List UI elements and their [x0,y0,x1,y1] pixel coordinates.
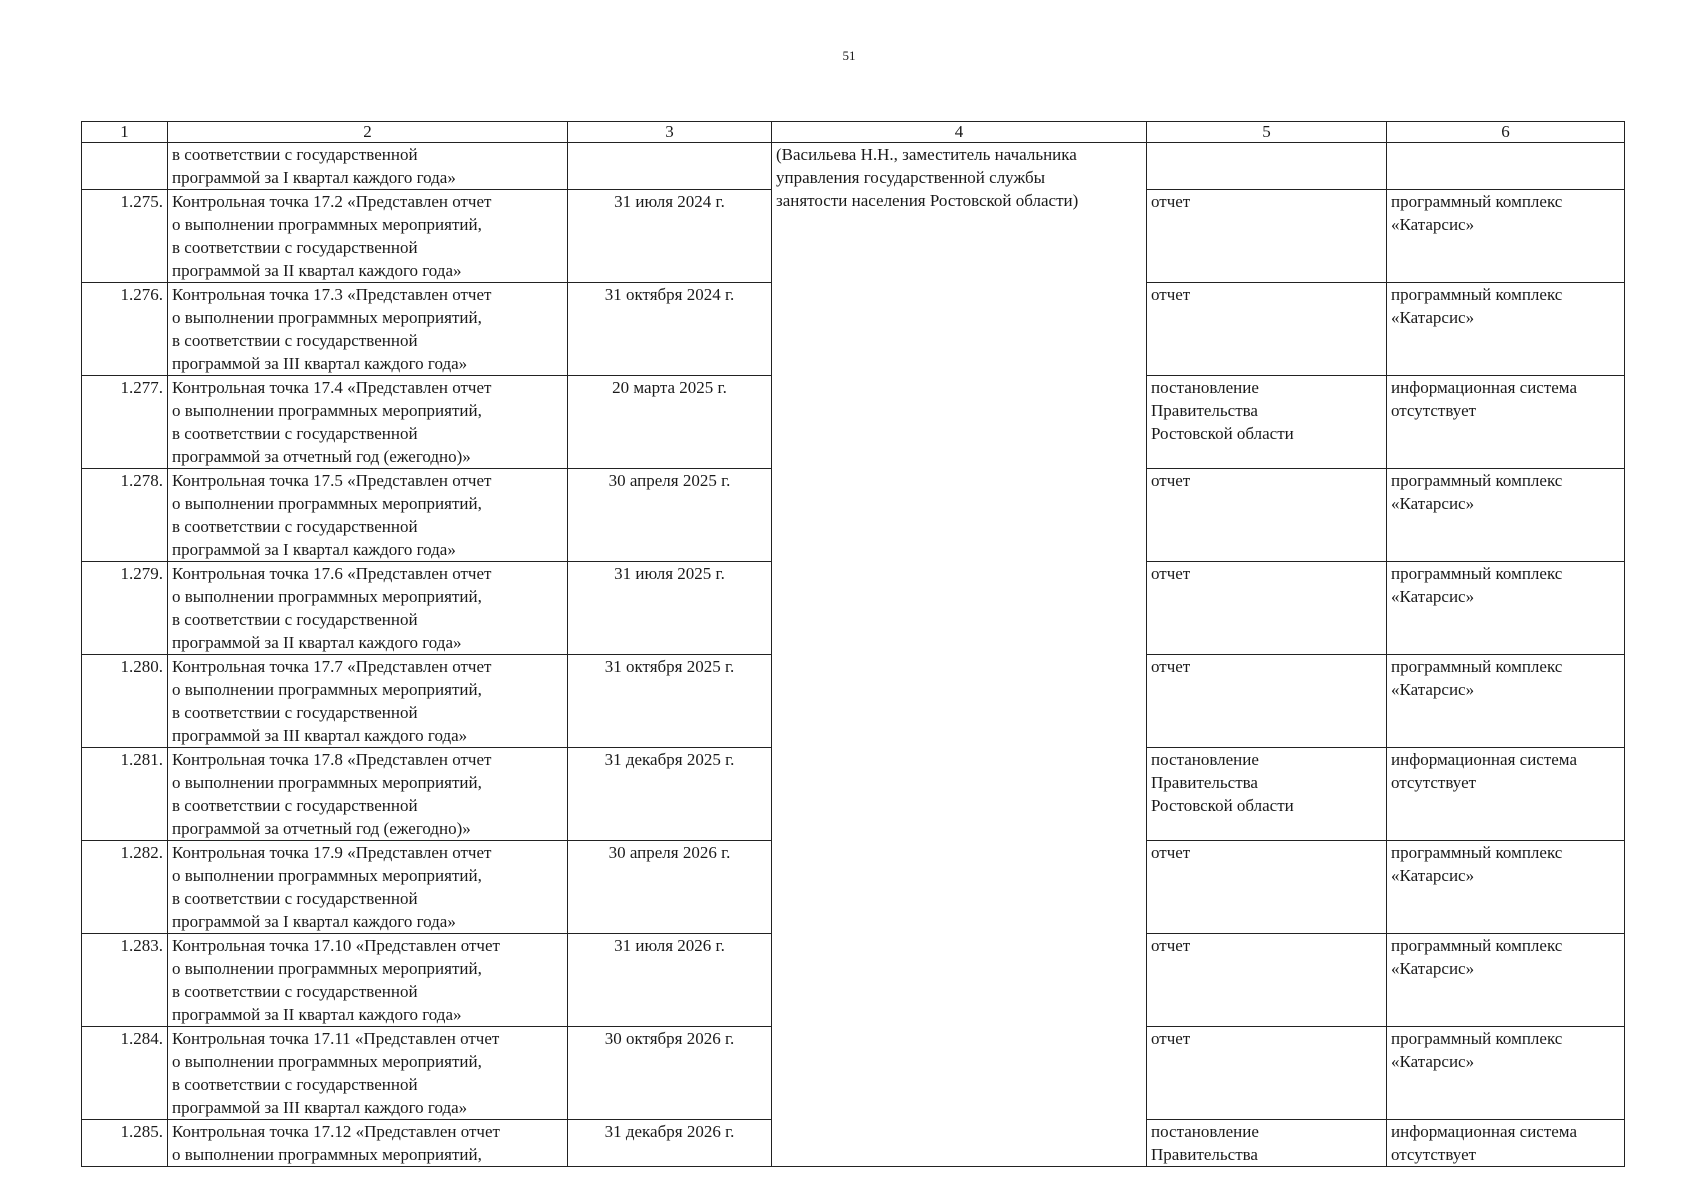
column-number-3: 3 [568,122,772,143]
deadline-date-text: 31 июля 2025 г. [614,564,725,583]
information-system-text: программный комплекс «Катарсис» [1391,192,1563,234]
document-type [1147,934,1387,1027]
table-row [82,143,1625,190]
column-number-4: 4 [772,122,1147,143]
row-number-text: 1.285. [120,1122,163,1141]
deadline-date [568,655,772,748]
document-type [1147,143,1387,190]
control-point-name [168,934,568,1027]
control-point-name [168,469,568,562]
row-number-text: 1.281. [120,750,163,769]
row-number-text: 1.276. [120,285,163,304]
row-number [82,283,168,376]
row-number-text: 1.283. [120,936,163,955]
control-point-name-text: Контрольная точка 17.7 «Представлен отчет о выполнении программных мероприятий, в соответствии с государственной программой за III квартал каждого года» [172,657,492,745]
deadline-date-text: 31 июля 2024 г. [614,192,725,211]
row-number [82,376,168,469]
column-number-6: 6 [1387,122,1625,143]
document-type-text: постановление Правительства Ростовской области [1151,750,1294,815]
information-system-text: программный комплекс «Катарсис» [1391,936,1563,978]
information-system-text: программный комплекс «Катарсис» [1391,564,1563,606]
row-number [82,143,168,190]
control-point-name-text: в соответствии с государственной программой за I квартал каждого года» [172,145,456,187]
information-system [1387,469,1625,562]
information-system [1387,655,1625,748]
table-body [82,143,1625,1167]
information-system [1387,143,1625,190]
control-point-name-text: Контрольная точка 17.10 «Представлен отчет о выполнении программных мероприятий, в соответствии с государственной программой за II квартал каждого года» [172,936,500,1024]
deadline-date-text: 31 июля 2026 г. [614,936,725,955]
row-number-text: 1.280. [120,657,163,676]
row-number [82,469,168,562]
document-type-text: отчет [1151,285,1191,304]
document-type-text: отчет [1151,843,1191,862]
control-point-name-text: Контрольная точка 17.8 «Представлен отчет о выполнении программных мероприятий, в соответствии с государственной программой за отчетный год (ежегодно)» [172,750,492,838]
control-point-name [168,376,568,469]
column-number-5: 5 [1147,122,1387,143]
document-type [1147,841,1387,934]
deadline-date [568,841,772,934]
information-system [1387,1027,1625,1120]
control-point-name-text: Контрольная точка 17.5 «Представлен отчет о выполнении программных мероприятий, в соответствии с государственной программой за I квартал каждого года» [172,471,492,559]
row-number [82,562,168,655]
information-system [1387,562,1625,655]
document-type-text: постановление Правительства [1151,1122,1259,1164]
information-system-text: информационная система отсутствует [1391,1122,1577,1164]
deadline-date-text: 30 апреля 2026 г. [608,843,731,862]
document-type [1147,748,1387,841]
row-number [82,841,168,934]
deadline-date-text: 31 декабря 2026 г. [604,1122,735,1141]
row-number [82,1027,168,1120]
row-number-text: 1.277. [120,378,163,397]
information-system [1387,283,1625,376]
control-point-name-text: Контрольная точка 17.6 «Представлен отчет о выполнении программных мероприятий, в соответствии с государственной программой за II квартал каждого года» [172,564,492,652]
deadline-date [568,562,772,655]
control-point-name-text: Контрольная точка 17.2 «Представлен отчет о выполнении программных мероприятий, в соответствии с государственной программой за II квартал каждого года» [172,192,492,280]
document-type-text: отчет [1151,564,1191,583]
control-point-name-text: Контрольная точка 17.12 «Представлен отчет о выполнении программных мероприятий, [172,1122,500,1164]
column-number-2: 2 [168,122,568,143]
deadline-date-text: 30 октября 2026 г. [604,1029,735,1048]
deadline-date-text: 31 октября 2025 г. [604,657,735,676]
information-system [1387,376,1625,469]
document-type [1147,469,1387,562]
information-system-text: программный комплекс «Катарсис» [1391,285,1563,327]
row-number-text: 1.284. [120,1029,163,1048]
control-point-name [168,1027,568,1120]
document-type-text: отчет [1151,657,1191,676]
information-system-text: информационная система отсутствует [1391,378,1577,420]
information-system [1387,934,1625,1027]
document-type-text: постановление Правительства Ростовской области [1151,378,1294,443]
information-system [1387,190,1625,283]
deadline-date [568,1027,772,1120]
control-point-name [168,1120,568,1167]
control-point-name-text: Контрольная точка 17.3 «Представлен отчет о выполнении программных мероприятий, в соответствии с государственной программой за III квартал каждого года» [172,285,492,373]
deadline-date [568,748,772,841]
information-system [1387,748,1625,841]
information-system-text: программный комплекс «Катарсис» [1391,471,1563,513]
document-type [1147,376,1387,469]
control-point-name [168,283,568,376]
document-type-text: отчет [1151,1029,1191,1048]
row-number [82,1120,168,1167]
document-type [1147,1120,1387,1167]
row-number-text: 1.279. [120,564,163,583]
control-point-name [168,655,568,748]
control-point-name-text: Контрольная точка 17.9 «Представлен отчет о выполнении программных мероприятий, в соответствии с государственной программой за I квартал каждого года» [172,843,492,931]
deadline-date [568,934,772,1027]
row-number-text: 1.278. [120,471,163,490]
responsible-executor-text: (Васильева Н.Н., заместитель начальника управления государственной службы занятости населения Ростовской области) [776,145,1079,210]
deadline-date [568,376,772,469]
responsible-executor [772,143,1147,1167]
information-system-text: программный комплекс «Катарсис» [1391,1029,1563,1071]
row-number [82,748,168,841]
document-type-text: отчет [1151,936,1191,955]
column-number-1: 1 [82,122,168,143]
deadline-date [568,190,772,283]
document-type-text: отчет [1151,192,1191,211]
deadline-date [568,283,772,376]
information-system-text: информационная система отсутствует [1391,750,1577,792]
document-type [1147,190,1387,283]
control-points-table [81,121,1625,1167]
document-type [1147,283,1387,376]
document-type-text: отчет [1151,471,1191,490]
row-number-text: 1.275. [120,192,163,211]
control-point-name-text: Контрольная точка 17.11 «Представлен отчет о выполнении программных мероприятий, в соответствии с государственной программой за III квартал каждого года» [172,1029,500,1117]
deadline-date [568,1120,772,1167]
row-number [82,190,168,283]
control-point-name [168,562,568,655]
information-system [1387,1120,1625,1167]
deadline-date [568,469,772,562]
document-type [1147,1027,1387,1120]
information-system [1387,841,1625,934]
deadline-date-text: 20 марта 2025 г. [612,378,727,397]
deadline-date [568,143,772,190]
row-number-text: 1.282. [120,843,163,862]
row-number [82,655,168,748]
document-type [1147,655,1387,748]
control-point-name [168,748,568,841]
row-number [82,934,168,1027]
control-point-name [168,841,568,934]
control-point-name [168,143,568,190]
page-number: 51 [842,48,856,63]
document-type [1147,562,1387,655]
column-number-row [82,122,1625,143]
deadline-date-text: 31 декабря 2025 г. [604,750,735,769]
control-point-name [168,190,568,283]
control-point-name-text: Контрольная точка 17.4 «Представлен отчет о выполнении программных мероприятий, в соответствии с государственной программой за отчетный год (ежегодно)» [172,378,492,466]
information-system-text: программный комплекс «Катарсис» [1391,657,1563,699]
deadline-date-text: 30 апреля 2025 г. [608,471,731,490]
information-system-text: программный комплекс «Катарсис» [1391,843,1563,885]
deadline-date-text: 31 октября 2024 г. [604,285,735,304]
